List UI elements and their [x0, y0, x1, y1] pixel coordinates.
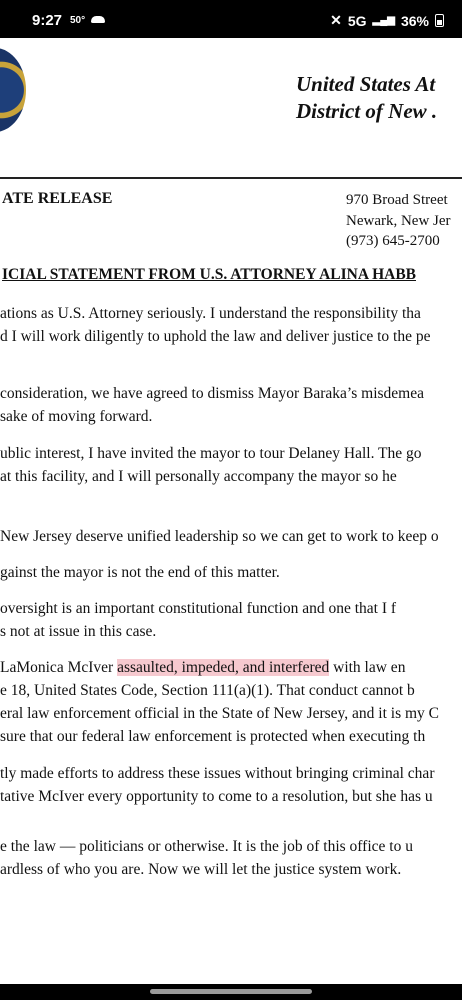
body-line: d I will work diligently to uphold the law and deliver justice to the pe	[0, 328, 431, 345]
body-line: ations as U.S. Attorney seriously. I understand the responsibility tha	[0, 305, 421, 322]
office-phone: (973) 645-2700	[346, 233, 440, 249]
body-line: sake of moving forward.	[0, 408, 153, 425]
release-label: ATE RELEASE	[2, 190, 113, 207]
body-line: e the law — politicians or otherwise. It is the job of this office to u	[0, 838, 413, 855]
document-page[interactable]	[0, 38, 462, 1000]
department-seal-logo	[0, 48, 26, 132]
network-label: 5G	[347, 12, 367, 29]
body-line: eral law enforcement official in the State of New Jersey, and it is my C	[0, 705, 440, 722]
body-line: gainst the mayor is not the end of this matter.	[0, 564, 280, 581]
body-line: sure that our federal law enforcement is protected when executing th	[0, 728, 426, 745]
status-bar	[0, 0, 462, 38]
signal-icon: ▂▄▆	[372, 15, 395, 26]
mute-icon: ✕	[330, 12, 342, 28]
office-heading-line2: District of New .	[296, 99, 438, 123]
home-gesture-handle[interactable]	[150, 989, 312, 994]
body-line: New Jersey deserve unified leadership so we can get to work to keep o	[0, 528, 439, 545]
navigation-bar	[0, 984, 462, 1000]
statement-title: ICIAL STATEMENT FROM U.S. ATTORNEY ALINA HABB	[2, 266, 416, 283]
office-heading	[296, 71, 437, 125]
battery-percent: 36%	[400, 12, 429, 29]
body-line: oversight is an important constitutional function and one that I f	[0, 600, 397, 617]
status-temperature: 50°	[70, 15, 86, 26]
office-address	[346, 190, 451, 252]
body-line: tly made efforts to address these issues without bringing criminal char	[0, 765, 435, 782]
body-text: with law en	[329, 659, 406, 676]
status-time: 9:27	[32, 12, 63, 29]
address-line1: 970 Broad Street	[346, 192, 448, 208]
body-line: at this facility, and I will personally accompany the mayor so he	[0, 468, 397, 485]
header-divider	[0, 177, 462, 179]
office-heading-line1: United States At	[296, 72, 436, 96]
battery-icon	[435, 14, 444, 27]
body-line: s not at issue in this case.	[0, 623, 157, 640]
body-line: ardless of who you are. Now we will let the justice system work.	[0, 861, 402, 878]
body-text: LaMonica McIver	[0, 659, 118, 676]
highlighted-text: assaulted, impeded, and interfered	[117, 659, 330, 676]
body-line: ublic interest, I have invited the mayor to tour Delaney Hall. The go	[0, 445, 422, 462]
cloud-icon	[91, 16, 105, 23]
body-line: tative McIver every opportunity to come to a resolution, but she has u	[0, 788, 433, 805]
body-line: consideration, we have agreed to dismiss Mayor Baraka’s misdemea	[0, 385, 424, 402]
status-indicators	[330, 12, 444, 29]
address-line2: Newark, New Jer	[346, 212, 451, 229]
body-line	[0, 659, 405, 677]
body-line: e 18, United States Code, Section 111(a)(1). That conduct cannot b	[0, 682, 415, 699]
